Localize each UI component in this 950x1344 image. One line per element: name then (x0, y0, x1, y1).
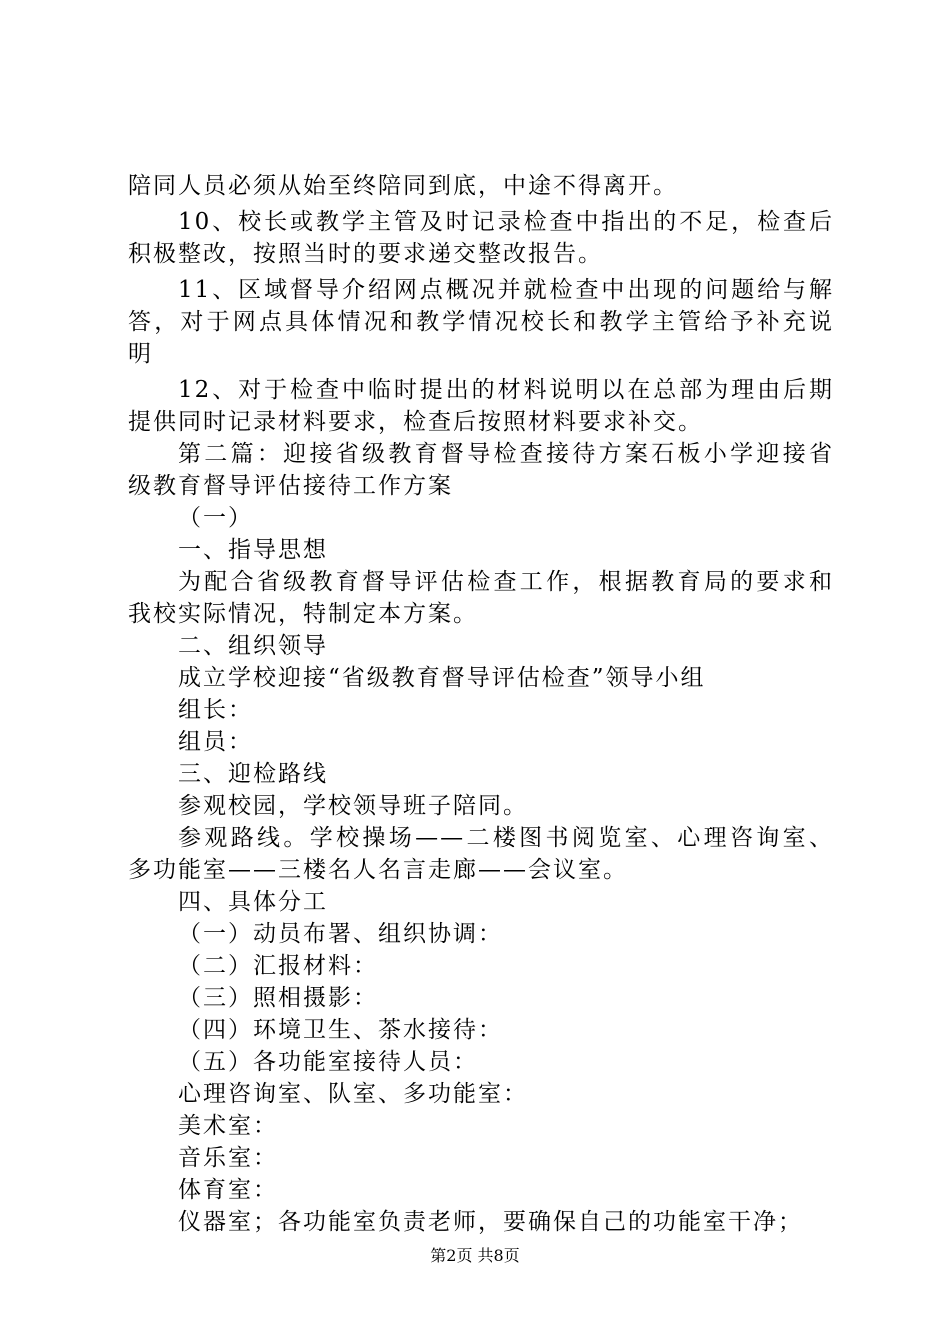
text-line: （五）各功能室接待人员： (178, 1049, 478, 1075)
text-line: 仪器室；各功能室负责老师，要确保自己的功能室干净； (178, 1209, 803, 1235)
text-line: 11、区域督导介绍网点概况并就检查中出现的问题给与解 (178, 277, 834, 303)
text-line: 陪同人员必须从始至终陪同到底，中途不得离开。 (128, 173, 678, 199)
section-heading: 第二篇：迎接省级教育督导检查接待方案石板小学迎接省 (178, 441, 834, 467)
text-line: 参观校园，学校领导班子陪同。 (178, 793, 528, 819)
text-line: 成立学校迎接“省级教育督导评估检查”领导小组 (178, 665, 706, 691)
text-line: 10、校长或教学主管及时记录检查中指出的不足，检查后 (178, 209, 834, 235)
text-line: 组长： (178, 697, 253, 723)
text-line: （二）汇报材料： (178, 953, 378, 979)
text-line: 心理咨询室、队室、多功能室： (178, 1081, 528, 1107)
text-line: 参观路线。学校操场——二楼图书阅览室、心理咨询室、 (178, 825, 834, 851)
text-line: 音乐室： (178, 1145, 278, 1171)
text-line: 体育室： (178, 1177, 278, 1203)
text-line: 为配合省级教育督导评估检查工作，根据教育局的要求和 (178, 569, 834, 595)
text-line: （三）照相摄影： (178, 985, 378, 1011)
text-line: （一）动员布署、组织协调： (178, 921, 503, 947)
text-line: 12、对于检查中临时提出的材料说明以在总部为理由后期 (178, 377, 834, 403)
text-line: （四）环境卫生、茶水接待： (178, 1017, 503, 1043)
text-line: 积极整改，按照当时的要求递交整改报告。 (128, 241, 603, 267)
text-line: 四、具体分工 (178, 889, 328, 915)
text-line: 二、组织领导 (178, 633, 328, 659)
text-line: 我校实际情况，特制定本方案。 (128, 601, 478, 627)
page-number: 第2页 共8页 (430, 1246, 520, 1265)
text-line: 一、指导思想 (178, 537, 328, 563)
text-line: 美术室： (178, 1113, 278, 1139)
text-line: 提供同时记录材料要求，检查后按照材料要求补交。 (128, 409, 703, 435)
text-line: 三、迎检路线 (178, 761, 328, 787)
text-line: 明 (128, 341, 153, 367)
section-heading: 级教育督导评估接待工作方案 (128, 473, 453, 499)
text-line: 多功能室——三楼名人名言走廊——会议室。 (128, 857, 628, 883)
page-footer (0, 1244, 950, 1268)
text-line: 组员： (178, 729, 253, 755)
text-line: 答，对于网点具体情况和教学情况校长和教学主管给予补充说 (128, 309, 834, 335)
text-line: （一） (178, 505, 253, 531)
